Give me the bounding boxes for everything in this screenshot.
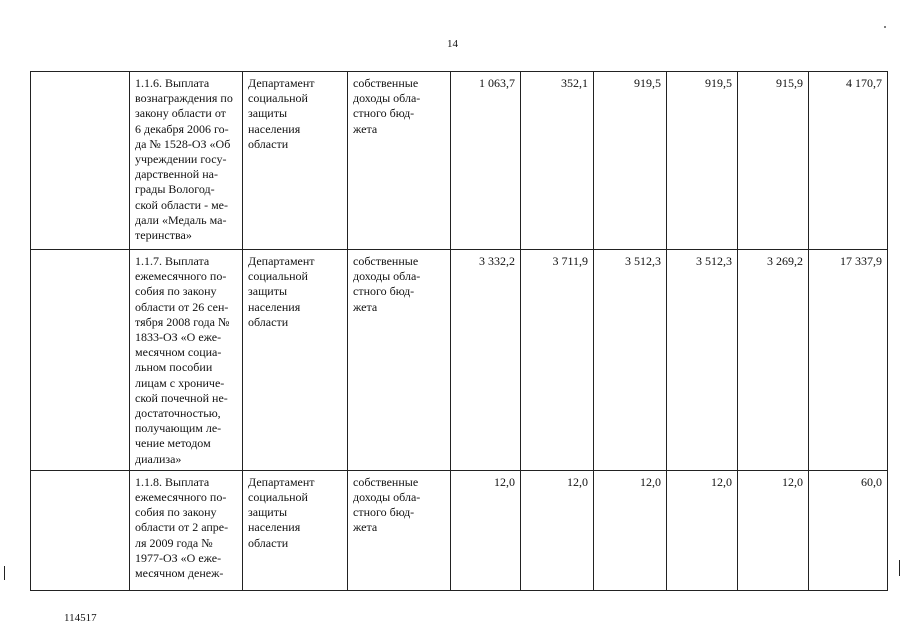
- table-row: [31, 72, 888, 250]
- table-row: [31, 470, 888, 590]
- amount-cell: 12,0: [521, 470, 594, 590]
- amount-cell: 3 711,9: [521, 250, 594, 471]
- measure-name-cell: 1.1.8. Выплата ежемесячного по- собия по закону области от 2 апре- ля 2009 года № 1977-ОЗ «О еже- месячном денеж-: [130, 470, 243, 590]
- funding-source-cell: собственные доходы обла- стного бюд- жета: [348, 250, 451, 471]
- amount-cell: 915,9: [738, 72, 809, 250]
- amount-cell: 4 170,7: [809, 72, 888, 250]
- table-body: [31, 72, 888, 591]
- funding-source-cell: собственные доходы обла- стного бюд- жета: [348, 470, 451, 590]
- amount-cell: 3 512,3: [667, 250, 738, 471]
- measure-name-cell: 1.1.7. Выплата ежемесячного по- собия по закону области от 26 сен- тября 2008 года № 1833-ОЗ «О еже- месячном социа- льном пособии лицам с хрониче- ской почечной не- достаточностью, получающим ле- чение методом диализа»: [130, 250, 243, 471]
- amount-cell: 3 269,2: [738, 250, 809, 471]
- budget-table: [30, 71, 888, 591]
- row-number-cell: [31, 250, 130, 471]
- amount-cell: 12,0: [451, 470, 521, 590]
- funding-source-cell: собственные доходы обла- стного бюд- жета: [348, 72, 451, 250]
- table-row: [31, 250, 888, 471]
- amount-cell: 1 063,7: [451, 72, 521, 250]
- amount-cell: 12,0: [738, 470, 809, 590]
- amount-cell: 919,5: [594, 72, 667, 250]
- amount-cell: 60,0: [809, 470, 888, 590]
- amount-cell: 12,0: [667, 470, 738, 590]
- amount-cell: 3 332,2: [451, 250, 521, 471]
- executor-cell: Департамент социальной защиты населения области: [243, 250, 348, 471]
- executor-cell: Департамент социальной защиты населения области: [243, 72, 348, 250]
- amount-cell: 17 337,9: [809, 250, 888, 471]
- scan-edge-mark-right: [899, 560, 900, 576]
- scan-edge-mark-left: [4, 566, 5, 580]
- amount-cell: 3 512,3: [594, 250, 667, 471]
- row-number-cell: [31, 470, 130, 590]
- amount-cell: 352,1: [521, 72, 594, 250]
- amount-cell: 919,5: [667, 72, 738, 250]
- executor-cell: Департамент социальной защиты населения области: [243, 470, 348, 590]
- scan-dot: [884, 26, 886, 28]
- page-number: 14: [447, 38, 458, 50]
- measure-name-cell: 1.1.6. Выплата вознаграждения по закону области от 6 декабря 2006 го- да № 1528-ОЗ «Об учреждении госу- дарственной на- грады Вологод- ской области - ме- дали «Медаль ма- теринства»: [130, 72, 243, 250]
- document-code: 114517: [64, 612, 97, 624]
- amount-cell: 12,0: [594, 470, 667, 590]
- row-number-cell: [31, 72, 130, 250]
